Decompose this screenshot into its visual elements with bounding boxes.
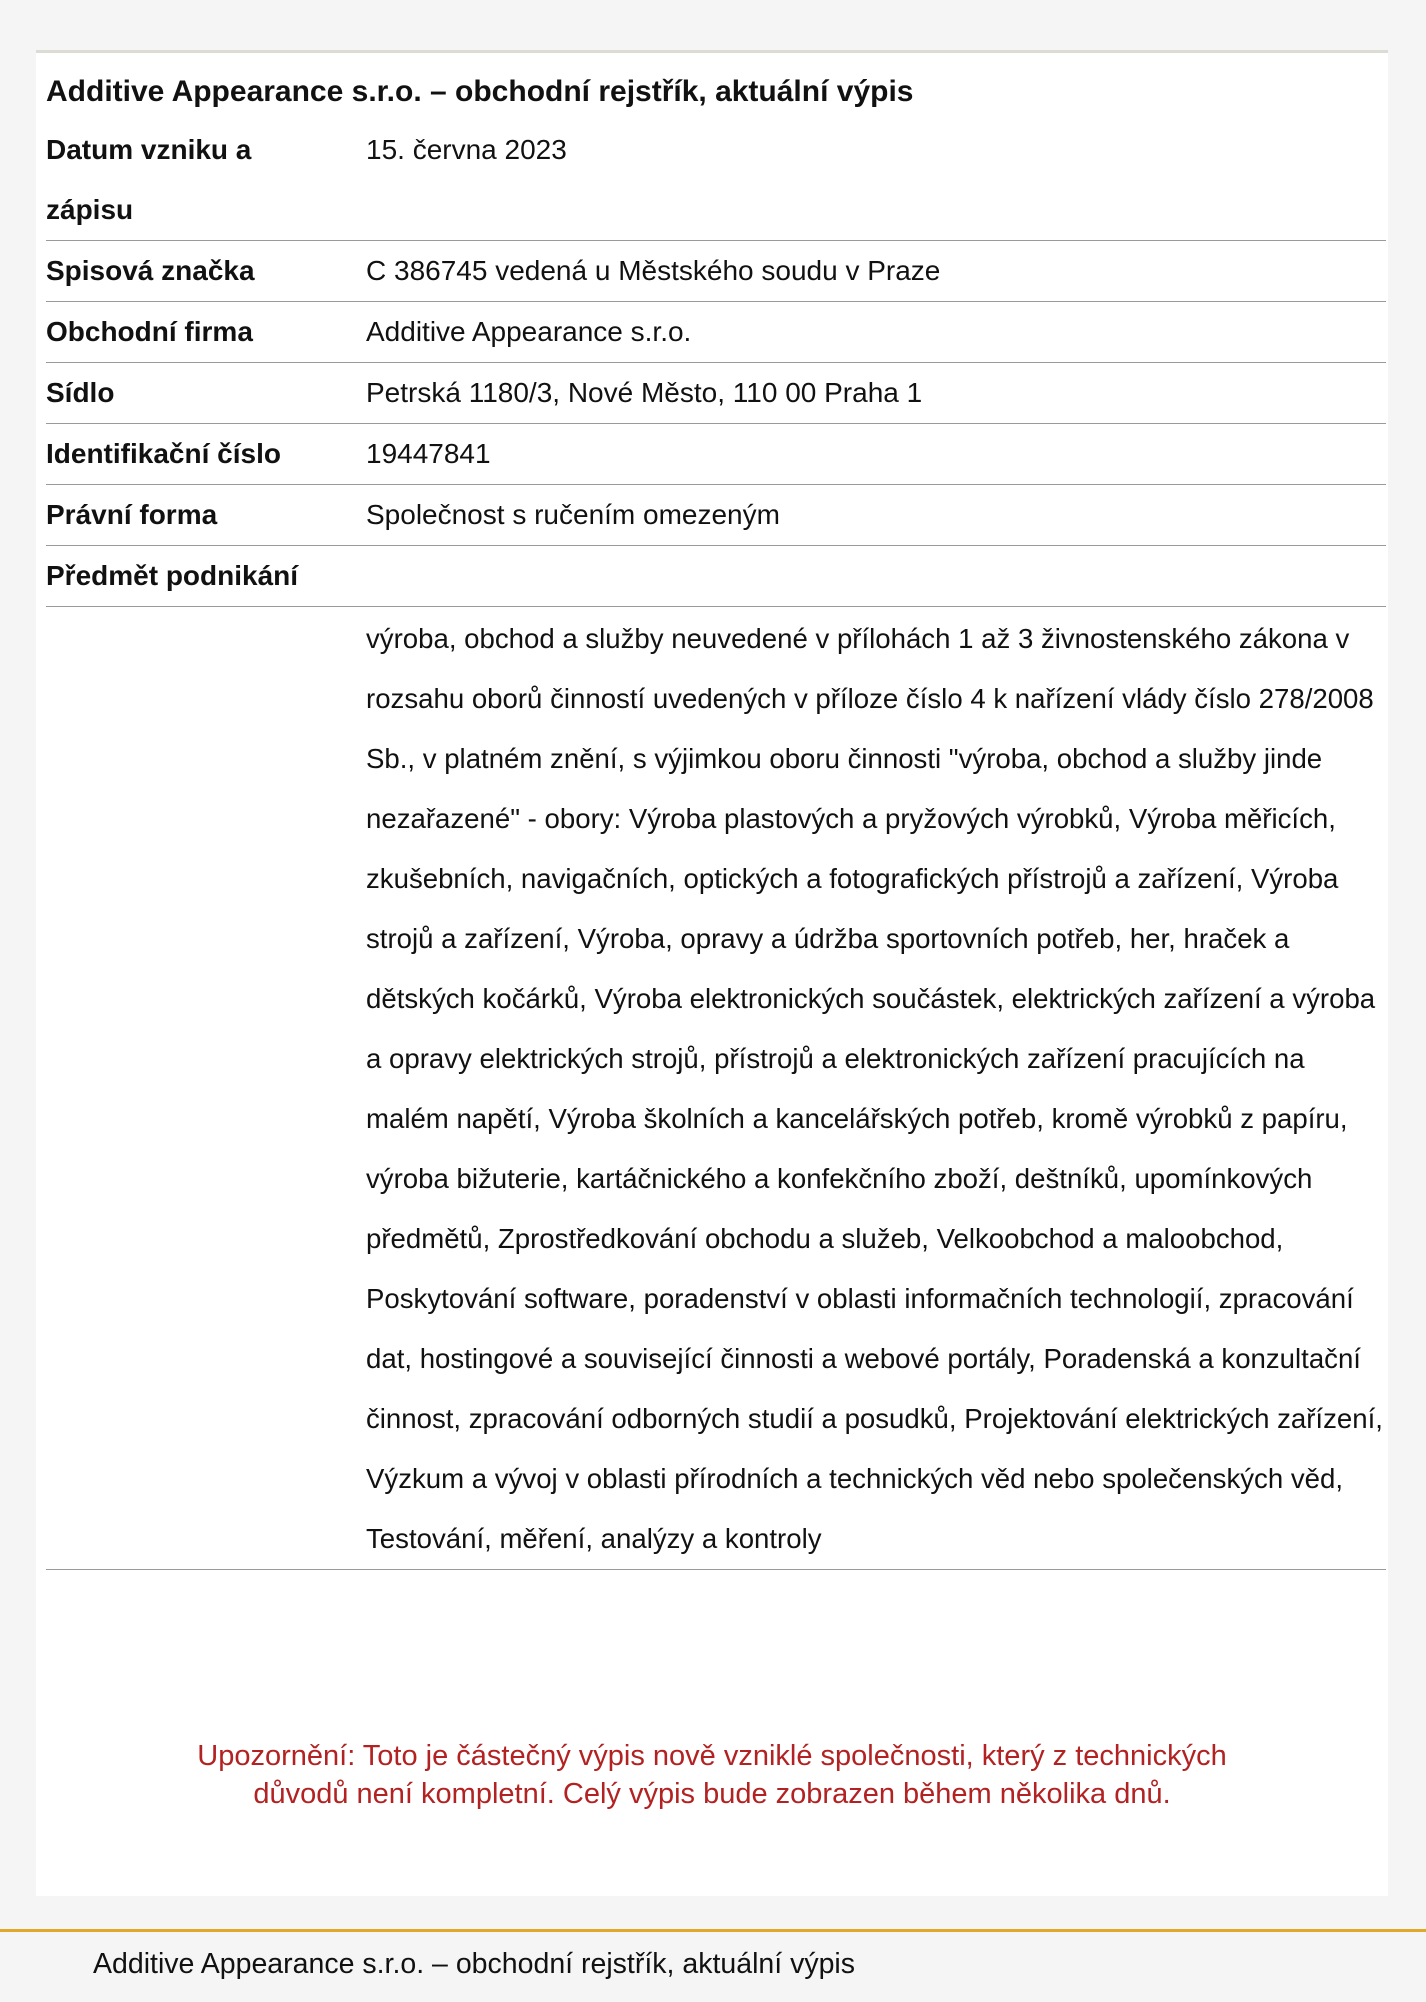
- row-label-spacer: [46, 607, 366, 1569]
- table-row-id-number: [46, 424, 1386, 485]
- row-label-founding-date: [46, 120, 366, 240]
- table-row-business-scope-text: [46, 607, 1386, 1570]
- table-row-founding-date: [46, 120, 1386, 241]
- row-value-business-scope-empty: [366, 546, 1386, 606]
- row-value-business-name: Additive Appearance s.r.o.: [366, 316, 692, 347]
- row-value-seat: Petrská 1180/3, Nové Město, 110 00 Praha 1: [366, 377, 923, 408]
- row-label-file-number: Spisová značka: [46, 255, 255, 286]
- row-label-business-scope: Předmět podnikání: [46, 560, 299, 591]
- row-value-founding-date: 15. června 2023: [366, 134, 567, 165]
- registry-extract-card: [36, 50, 1388, 1896]
- row-value-file-number: C 386745 vedená u Městského soudu v Praze: [366, 255, 941, 286]
- table-row-legal-form: [46, 485, 1386, 546]
- footer-divider: [0, 1929, 1426, 1932]
- row-label-business-name: Obchodní firma: [46, 316, 253, 347]
- row-label-seat: Sídlo: [46, 377, 115, 408]
- footer-title: Additive Appearance s.r.o. – obchodní rejstřík, aktuální výpis: [93, 1948, 856, 1980]
- partial-extract-notice: [36, 1737, 1388, 1813]
- row-label-line: Datum vzniku a: [46, 134, 252, 165]
- notice-line: Upozornění: Toto je částečný výpis nově vzniklé společnosti, který z technických: [197, 1740, 1227, 1772]
- table-row-business-name: [46, 302, 1386, 363]
- registry-table: [46, 120, 1386, 1570]
- table-row-seat: [46, 363, 1386, 424]
- row-label-id-number: Identifikační číslo: [46, 438, 281, 469]
- table-row-file-number: [46, 241, 1386, 302]
- row-label-line: zápisu: [46, 194, 134, 225]
- row-value-legal-form: Společnost s ručením omezeným: [366, 499, 780, 530]
- page-title: Additive Appearance s.r.o. – obchodní rejstřík, aktuální výpis: [46, 75, 914, 108]
- row-value-id-number: 19447841: [366, 438, 491, 469]
- notice-line: důvodů není kompletní. Celý výpis bude zobrazen během několika dnů.: [253, 1778, 1171, 1810]
- row-label-legal-form: Právní forma: [46, 499, 218, 530]
- business-scope-text: výroba, obchod a služby neuvedené v přílohách 1 až 3 živnostenského zákona v rozsahu oborů činností uvedených v příloze číslo 4 k nařízení vlády číslo 278/2008 Sb., v platném znění, s výjimkou oboru činnosti "výroba, obchod a služby jinde nezařazené" - obory: Výroba plastových a pryžových výrobků, Výroba měřicích, zkušebních, navigačních, optických a fotografických přístrojů a zařízení, Výroba strojů a zařízení, Výroba, opravy a údržba sportovních potřeb, her, hraček a dětských kočárků, Výroba elektronických součástek, elektrických zařízení a výroba a opravy elektrických strojů, přístrojů a elektronických zařízení pracujících na malém napětí, Výroba školních a kancelářských potřeb, kromě výrobků z papíru, výroba bižuterie, kartáčnického a konfekčního zboží, deštníků, upomínkových předmětů, Zprostředkování obchodu a služeb, Velkoobchod a maloobchod, Poskytování software, poradenství v oblasti informačních technologií, zpracování dat, hostingové a související činnosti a webové portály, Poradenská a konzultační činnost, zpracování odborných studií a posudků, Projektování elektrických zařízení, Výzkum a vývoj v oblasti přírodních a technických věd nebo společenských věd, Testování, měření, analýzy a kontroly: [366, 623, 1383, 1554]
- table-row-business-scope-heading: [46, 546, 1386, 607]
